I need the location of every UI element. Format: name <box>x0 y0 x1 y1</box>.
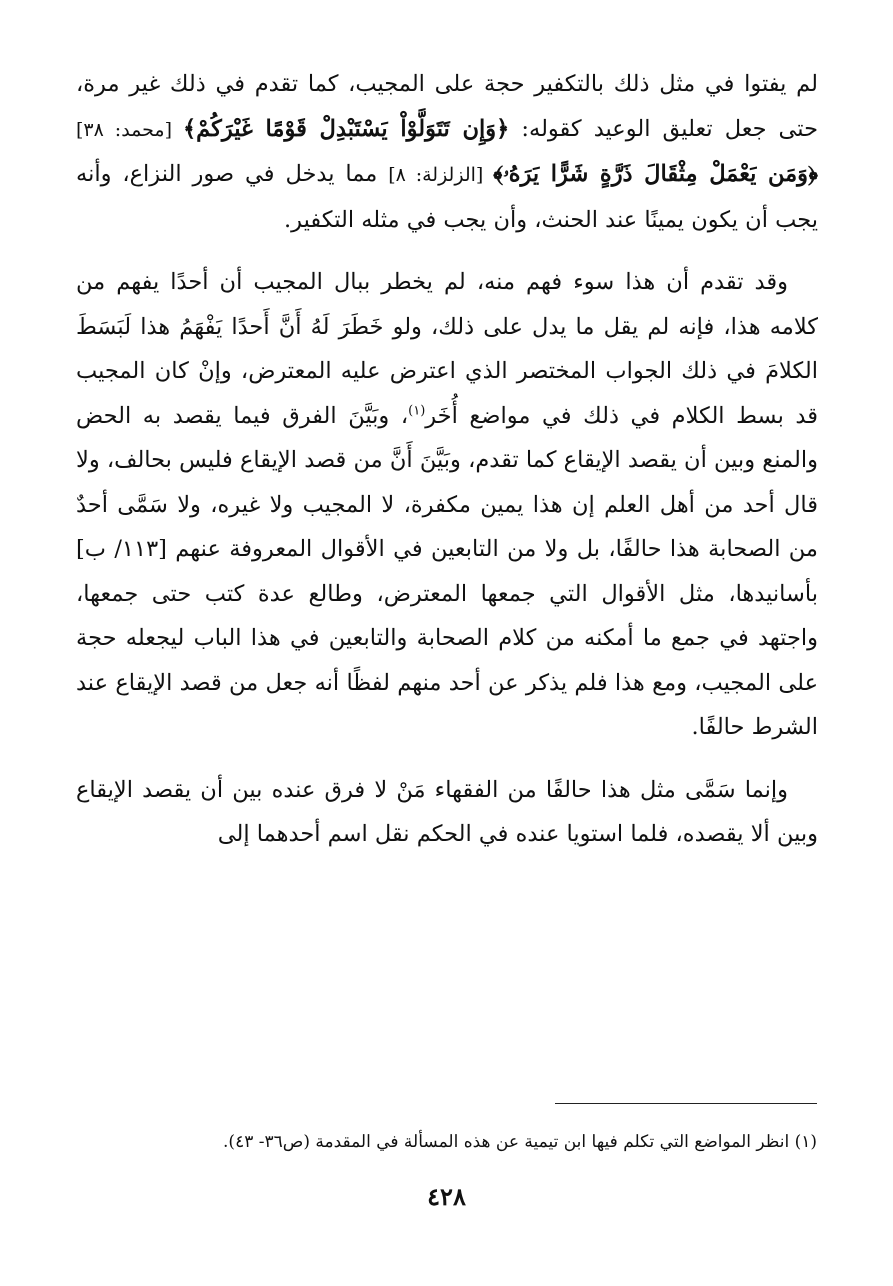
quran-verse-2: ﴿وَمَن يَعْمَلْ مِثْقَالَ ذَرَّةٍ شَرًّا يَرَهُۥ﴾ <box>493 161 818 187</box>
paragraph-2-text-b: ، وبَيَّنَ الفرق فيما يقصد به الحض والمنع وبين أن يقصد الإيقاع كما تقدم، وبَيَّنَ أَنَّ من قصد الإيقاع فليس بحالف، ولا قال أحد من أهل العلم إن هذا يمين مكفرة، لا المجيب ولا غيره، ولا سَمَّى أحدٌ من الصحابة هذا حالفًا، بل ولا من التابعين في الأقوال المعروفة عنهم [١١٣/ ب] بأسانيدها، مثل الأقوال التي جمعها المعترض، وطالع عدة كتب حتى جمعها، واجتهد في جمع ما أمكنه من كلام الصحابة والتابعين في هذا الباب ليجعله حجة على المجيب، ومع هذا فلم يذكر عن أحد منهم لفظًا أنه جعل من قصد الإيقاع عند الشرط حالفًا. <box>76 402 818 740</box>
paragraph-2 <box>76 260 818 750</box>
footnote-divider <box>555 1103 817 1104</box>
verse-reference-2: [الزلزلة: ٨] <box>388 164 494 186</box>
page-number: ٤٢٨ <box>427 1182 466 1211</box>
paragraph-gap <box>76 750 818 768</box>
verse-reference-1: [محمد: ٣٨] <box>76 118 183 141</box>
paragraph-gap <box>76 242 818 260</box>
paragraph-2-text-a: وقد تقدم أن هذا سوء فهم منه، لم يخطر ببال المجيب أن أحدًا يفهم من كلامه هذا، فإنه لم يقل ما يدل على ذلك، ولو خَطَرَ لَهُ أَنَّ أَحدًا يَفْهَمُ هذا لَبَسَطَ الكلامَ في ذلك الجواب المختصر الذي اعترض عليه المعترض، وإنْ كان المجيب قد بسط الكلام في ذلك في مواضع أُخَر <box>76 269 818 429</box>
footnote-marker[interactable]: (١) <box>408 403 426 418</box>
paragraph-1 <box>76 62 818 242</box>
paragraph-1-text-b: مما يدخل في صور النزاع، وأنه يجب أن يكون يمينًا عند الحنث، وأن يجب في مثله التكفير. <box>76 161 818 233</box>
paragraph-3 <box>76 768 818 857</box>
footnote: (١) انظر المواضع التي تكلم فيها ابن تيمية عن هذه المسألة في المقدمة (ص٣٦- ٤٣). <box>223 1132 817 1152</box>
page-body <box>76 62 818 857</box>
quran-verse-1: ﴿وَإِن تَتَوَلَّوْاْ يَسْتَبْدِلْ قَوْمًا غَيْرَكُمْ﴾ <box>182 115 510 142</box>
paragraph-3-text: وإنما سَمَّى مثل هذا حالفًا من الفقهاء مَنْ لا فرق عنده بين أن يقصد الإيقاع وبين ألا يقصده، فلما استويا عنده في الحكم نقل اسم أحدهما إلى <box>76 776 818 847</box>
paragraph-1-text-a: لم يفتوا في مثل ذلك بالتكفير حجة على المجيب، كما تقدم في ذلك غير مرة، حتى جعل تعليق الوعيد كقوله: <box>76 71 819 142</box>
